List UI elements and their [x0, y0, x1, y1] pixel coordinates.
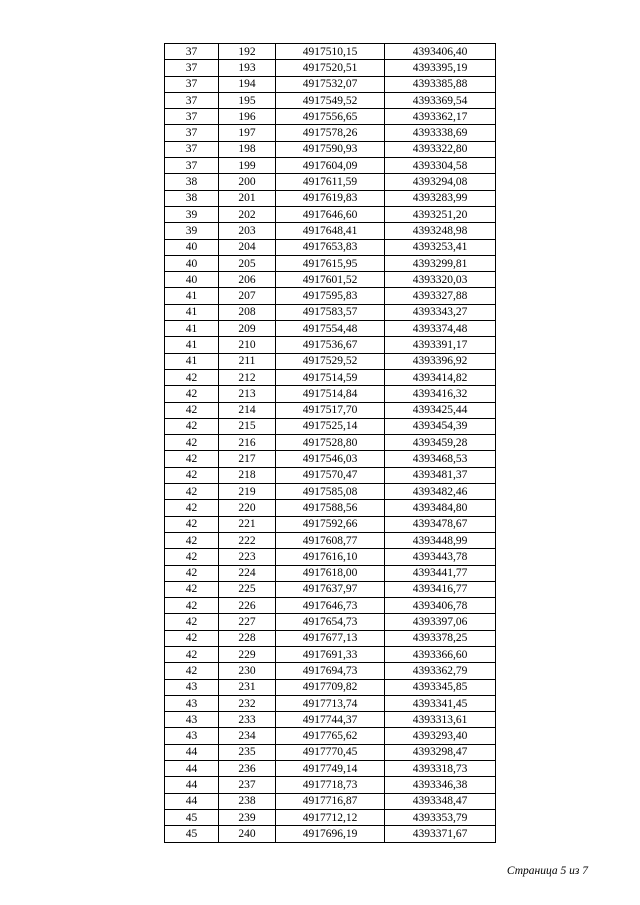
x-coordinate-cell: 4917554,48: [276, 321, 385, 337]
table-row: [165, 744, 496, 760]
point-number-cell: 240: [219, 826, 276, 842]
point-number-cell: 227: [219, 614, 276, 630]
y-coordinate-cell: 4393343,27: [385, 304, 496, 320]
contour-number-cell: 44: [165, 777, 219, 793]
x-coordinate-cell: 4917578,26: [276, 125, 385, 141]
table-row: [165, 793, 496, 809]
y-coordinate-cell: 4393345,85: [385, 679, 496, 695]
point-number-cell: 231: [219, 679, 276, 695]
y-coordinate-cell: 4393313,61: [385, 712, 496, 728]
contour-number-cell: 42: [165, 516, 219, 532]
table-row: [165, 614, 496, 630]
table-row: [165, 174, 496, 190]
contour-number-cell: 38: [165, 190, 219, 206]
table-row: [165, 712, 496, 728]
table-row: [165, 500, 496, 516]
point-number-cell: 215: [219, 418, 276, 434]
table-row: [165, 272, 496, 288]
table-row: [165, 402, 496, 418]
y-coordinate-cell: 4393248,98: [385, 223, 496, 239]
x-coordinate-cell: 4917570,47: [276, 467, 385, 483]
point-number-cell: 211: [219, 353, 276, 369]
contour-number-cell: 42: [165, 467, 219, 483]
contour-number-cell: 42: [165, 581, 219, 597]
table-row: [165, 76, 496, 92]
contour-number-cell: 37: [165, 141, 219, 157]
x-coordinate-cell: 4917618,00: [276, 565, 385, 581]
table-row: [165, 125, 496, 141]
point-number-cell: 200: [219, 174, 276, 190]
point-number-cell: 226: [219, 598, 276, 614]
point-number-cell: 217: [219, 451, 276, 467]
x-coordinate-cell: 4917611,59: [276, 174, 385, 190]
table-row: [165, 386, 496, 402]
table-row: [165, 239, 496, 255]
y-coordinate-cell: 4393414,82: [385, 369, 496, 385]
point-number-cell: 239: [219, 809, 276, 825]
x-coordinate-cell: 4917654,73: [276, 614, 385, 630]
table-row: [165, 484, 496, 500]
table-row: [165, 826, 496, 842]
table-row: [165, 728, 496, 744]
point-number-cell: 237: [219, 777, 276, 793]
y-coordinate-cell: 4393397,06: [385, 614, 496, 630]
y-coordinate-cell: 4393304,58: [385, 158, 496, 174]
point-number-cell: 235: [219, 744, 276, 760]
contour-number-cell: 41: [165, 304, 219, 320]
x-coordinate-cell: 4917510,15: [276, 44, 385, 60]
x-coordinate-cell: 4917590,93: [276, 141, 385, 157]
point-number-cell: 224: [219, 565, 276, 581]
y-coordinate-cell: 4393416,77: [385, 581, 496, 597]
y-coordinate-cell: 4393459,28: [385, 435, 496, 451]
table-row: [165, 695, 496, 711]
point-number-cell: 223: [219, 549, 276, 565]
x-coordinate-cell: 4917712,12: [276, 809, 385, 825]
x-coordinate-cell: 4917744,37: [276, 712, 385, 728]
contour-number-cell: 37: [165, 92, 219, 108]
table-row: [165, 777, 496, 793]
table-row: [165, 646, 496, 662]
x-coordinate-cell: 4917718,73: [276, 777, 385, 793]
y-coordinate-cell: 4393327,88: [385, 288, 496, 304]
point-number-cell: 233: [219, 712, 276, 728]
contour-number-cell: 42: [165, 549, 219, 565]
x-coordinate-cell: 4917601,52: [276, 272, 385, 288]
contour-number-cell: 42: [165, 484, 219, 500]
contour-number-cell: 42: [165, 451, 219, 467]
y-coordinate-cell: 4393322,80: [385, 141, 496, 157]
point-number-cell: 222: [219, 532, 276, 548]
point-number-cell: 209: [219, 321, 276, 337]
contour-number-cell: 37: [165, 158, 219, 174]
table-row: [165, 451, 496, 467]
point-number-cell: 198: [219, 141, 276, 157]
y-coordinate-cell: 4393299,81: [385, 255, 496, 271]
table-row: [165, 630, 496, 646]
contour-number-cell: 44: [165, 761, 219, 777]
table-row: [165, 598, 496, 614]
contour-number-cell: 40: [165, 255, 219, 271]
y-coordinate-cell: 4393441,77: [385, 565, 496, 581]
table-row: [165, 565, 496, 581]
x-coordinate-cell: 4917549,52: [276, 92, 385, 108]
contour-number-cell: 42: [165, 418, 219, 434]
y-coordinate-cell: 4393253,41: [385, 239, 496, 255]
x-coordinate-cell: 4917536,67: [276, 337, 385, 353]
x-coordinate-cell: 4917696,19: [276, 826, 385, 842]
y-coordinate-cell: 4393338,69: [385, 125, 496, 141]
point-number-cell: 204: [219, 239, 276, 255]
table-row: [165, 467, 496, 483]
contour-number-cell: 39: [165, 206, 219, 222]
point-number-cell: 203: [219, 223, 276, 239]
point-number-cell: 213: [219, 386, 276, 402]
table-row: [165, 206, 496, 222]
x-coordinate-cell: 4917616,10: [276, 549, 385, 565]
table-row: [165, 223, 496, 239]
x-coordinate-cell: 4917585,08: [276, 484, 385, 500]
y-coordinate-cell: 4393378,25: [385, 630, 496, 646]
contour-number-cell: 45: [165, 826, 219, 842]
y-coordinate-cell: 4393484,80: [385, 500, 496, 516]
table-row: [165, 581, 496, 597]
table-row: [165, 663, 496, 679]
y-coordinate-cell: 4393251,20: [385, 206, 496, 222]
y-coordinate-cell: 4393374,48: [385, 321, 496, 337]
table-row: [165, 516, 496, 532]
point-number-cell: 206: [219, 272, 276, 288]
y-coordinate-cell: 4393481,37: [385, 467, 496, 483]
x-coordinate-cell: 4917520,51: [276, 60, 385, 76]
y-coordinate-cell: 4393293,40: [385, 728, 496, 744]
y-coordinate-cell: 4393396,92: [385, 353, 496, 369]
table-row: [165, 418, 496, 434]
y-coordinate-cell: 4393448,99: [385, 532, 496, 548]
y-coordinate-cell: 4393362,17: [385, 109, 496, 125]
table-row: [165, 532, 496, 548]
contour-number-cell: 40: [165, 239, 219, 255]
y-coordinate-cell: 4393341,45: [385, 695, 496, 711]
x-coordinate-cell: 4917709,82: [276, 679, 385, 695]
contour-number-cell: 42: [165, 369, 219, 385]
y-coordinate-cell: 4393283,99: [385, 190, 496, 206]
y-coordinate-cell: 4393362,79: [385, 663, 496, 679]
y-coordinate-cell: 4393406,78: [385, 598, 496, 614]
table-row: [165, 435, 496, 451]
point-number-cell: 195: [219, 92, 276, 108]
point-number-cell: 192: [219, 44, 276, 60]
contour-number-cell: 41: [165, 321, 219, 337]
x-coordinate-cell: 4917595,83: [276, 288, 385, 304]
y-coordinate-cell: 4393385,88: [385, 76, 496, 92]
point-number-cell: 196: [219, 109, 276, 125]
x-coordinate-cell: 4917608,77: [276, 532, 385, 548]
table-row: [165, 109, 496, 125]
table-row: [165, 44, 496, 60]
y-coordinate-cell: 4393346,38: [385, 777, 496, 793]
y-coordinate-cell: 4393443,78: [385, 549, 496, 565]
table-row: [165, 141, 496, 157]
table-row: [165, 92, 496, 108]
table-row: [165, 255, 496, 271]
contour-number-cell: 42: [165, 630, 219, 646]
table-row: [165, 353, 496, 369]
point-number-cell: 214: [219, 402, 276, 418]
y-coordinate-cell: 4393425,44: [385, 402, 496, 418]
x-coordinate-cell: 4917525,14: [276, 418, 385, 434]
point-number-cell: 216: [219, 435, 276, 451]
contour-number-cell: 43: [165, 712, 219, 728]
table-row: [165, 809, 496, 825]
coordinates-table-body: [165, 44, 496, 843]
table-row: [165, 288, 496, 304]
contour-number-cell: 43: [165, 695, 219, 711]
point-number-cell: 225: [219, 581, 276, 597]
x-coordinate-cell: 4917646,73: [276, 598, 385, 614]
x-coordinate-cell: 4917765,62: [276, 728, 385, 744]
y-coordinate-cell: 4393371,67: [385, 826, 496, 842]
contour-number-cell: 37: [165, 125, 219, 141]
contour-number-cell: 44: [165, 793, 219, 809]
x-coordinate-cell: 4917691,33: [276, 646, 385, 662]
x-coordinate-cell: 4917528,80: [276, 435, 385, 451]
contour-number-cell: 37: [165, 60, 219, 76]
contour-number-cell: 44: [165, 744, 219, 760]
contour-number-cell: 42: [165, 565, 219, 581]
x-coordinate-cell: 4917583,57: [276, 304, 385, 320]
contour-number-cell: 38: [165, 174, 219, 190]
y-coordinate-cell: 4393416,32: [385, 386, 496, 402]
y-coordinate-cell: 4393478,67: [385, 516, 496, 532]
table-row: [165, 337, 496, 353]
x-coordinate-cell: 4917556,65: [276, 109, 385, 125]
table-row: [165, 369, 496, 385]
x-coordinate-cell: 4917615,95: [276, 255, 385, 271]
x-coordinate-cell: 4917713,74: [276, 695, 385, 711]
point-number-cell: 219: [219, 484, 276, 500]
point-number-cell: 234: [219, 728, 276, 744]
contour-number-cell: 42: [165, 646, 219, 662]
y-coordinate-cell: 4393298,47: [385, 744, 496, 760]
point-number-cell: 230: [219, 663, 276, 679]
point-number-cell: 232: [219, 695, 276, 711]
contour-number-cell: 37: [165, 44, 219, 60]
contour-number-cell: 39: [165, 223, 219, 239]
x-coordinate-cell: 4917619,83: [276, 190, 385, 206]
y-coordinate-cell: 4393294,08: [385, 174, 496, 190]
point-number-cell: 201: [219, 190, 276, 206]
y-coordinate-cell: 4393366,60: [385, 646, 496, 662]
x-coordinate-cell: 4917592,66: [276, 516, 385, 532]
contour-number-cell: 42: [165, 532, 219, 548]
point-number-cell: 194: [219, 76, 276, 92]
table-row: [165, 60, 496, 76]
point-number-cell: 207: [219, 288, 276, 304]
y-coordinate-cell: 4393395,19: [385, 60, 496, 76]
x-coordinate-cell: 4917648,41: [276, 223, 385, 239]
point-number-cell: 220: [219, 500, 276, 516]
point-number-cell: 221: [219, 516, 276, 532]
coordinates-table: [164, 43, 496, 843]
y-coordinate-cell: 4393468,53: [385, 451, 496, 467]
x-coordinate-cell: 4917694,73: [276, 663, 385, 679]
contour-number-cell: 41: [165, 337, 219, 353]
y-coordinate-cell: 4393391,17: [385, 337, 496, 353]
point-number-cell: 238: [219, 793, 276, 809]
contour-number-cell: 41: [165, 288, 219, 304]
table-row: [165, 304, 496, 320]
point-number-cell: 202: [219, 206, 276, 222]
table-row: [165, 158, 496, 174]
x-coordinate-cell: 4917517,70: [276, 402, 385, 418]
x-coordinate-cell: 4917604,09: [276, 158, 385, 174]
table-row: [165, 321, 496, 337]
x-coordinate-cell: 4917653,83: [276, 239, 385, 255]
point-number-cell: 229: [219, 646, 276, 662]
point-number-cell: 212: [219, 369, 276, 385]
x-coordinate-cell: 4917529,52: [276, 353, 385, 369]
x-coordinate-cell: 4917646,60: [276, 206, 385, 222]
x-coordinate-cell: 4917546,03: [276, 451, 385, 467]
x-coordinate-cell: 4917770,45: [276, 744, 385, 760]
contour-number-cell: 37: [165, 76, 219, 92]
x-coordinate-cell: 4917514,84: [276, 386, 385, 402]
point-number-cell: 228: [219, 630, 276, 646]
contour-number-cell: 45: [165, 809, 219, 825]
y-coordinate-cell: 4393320,03: [385, 272, 496, 288]
point-number-cell: 236: [219, 761, 276, 777]
x-coordinate-cell: 4917637,97: [276, 581, 385, 597]
y-coordinate-cell: 4393369,54: [385, 92, 496, 108]
contour-number-cell: 43: [165, 679, 219, 695]
contour-number-cell: 37: [165, 109, 219, 125]
point-number-cell: 193: [219, 60, 276, 76]
contour-number-cell: 42: [165, 500, 219, 516]
x-coordinate-cell: 4917532,07: [276, 76, 385, 92]
page-number: Страница 5 из 7: [506, 865, 588, 877]
contour-number-cell: 43: [165, 728, 219, 744]
contour-number-cell: 42: [165, 598, 219, 614]
point-number-cell: 218: [219, 467, 276, 483]
contour-number-cell: 40: [165, 272, 219, 288]
table-row: [165, 761, 496, 777]
table-row: [165, 549, 496, 565]
contour-number-cell: 42: [165, 402, 219, 418]
table-row: [165, 679, 496, 695]
contour-number-cell: 42: [165, 663, 219, 679]
contour-number-cell: 41: [165, 353, 219, 369]
x-coordinate-cell: 4917716,87: [276, 793, 385, 809]
y-coordinate-cell: 4393482,46: [385, 484, 496, 500]
point-number-cell: 197: [219, 125, 276, 141]
y-coordinate-cell: 4393353,79: [385, 809, 496, 825]
point-number-cell: 205: [219, 255, 276, 271]
y-coordinate-cell: 4393406,40: [385, 44, 496, 60]
y-coordinate-cell: 4393318,73: [385, 761, 496, 777]
contour-number-cell: 42: [165, 435, 219, 451]
point-number-cell: 208: [219, 304, 276, 320]
x-coordinate-cell: 4917588,56: [276, 500, 385, 516]
point-number-cell: 199: [219, 158, 276, 174]
point-number-cell: 210: [219, 337, 276, 353]
contour-number-cell: 42: [165, 386, 219, 402]
table-row: [165, 190, 496, 206]
y-coordinate-cell: 4393454,39: [385, 418, 496, 434]
y-coordinate-cell: 4393348,47: [385, 793, 496, 809]
x-coordinate-cell: 4917677,13: [276, 630, 385, 646]
x-coordinate-cell: 4917514,59: [276, 369, 385, 385]
x-coordinate-cell: 4917749,14: [276, 761, 385, 777]
contour-number-cell: 42: [165, 614, 219, 630]
